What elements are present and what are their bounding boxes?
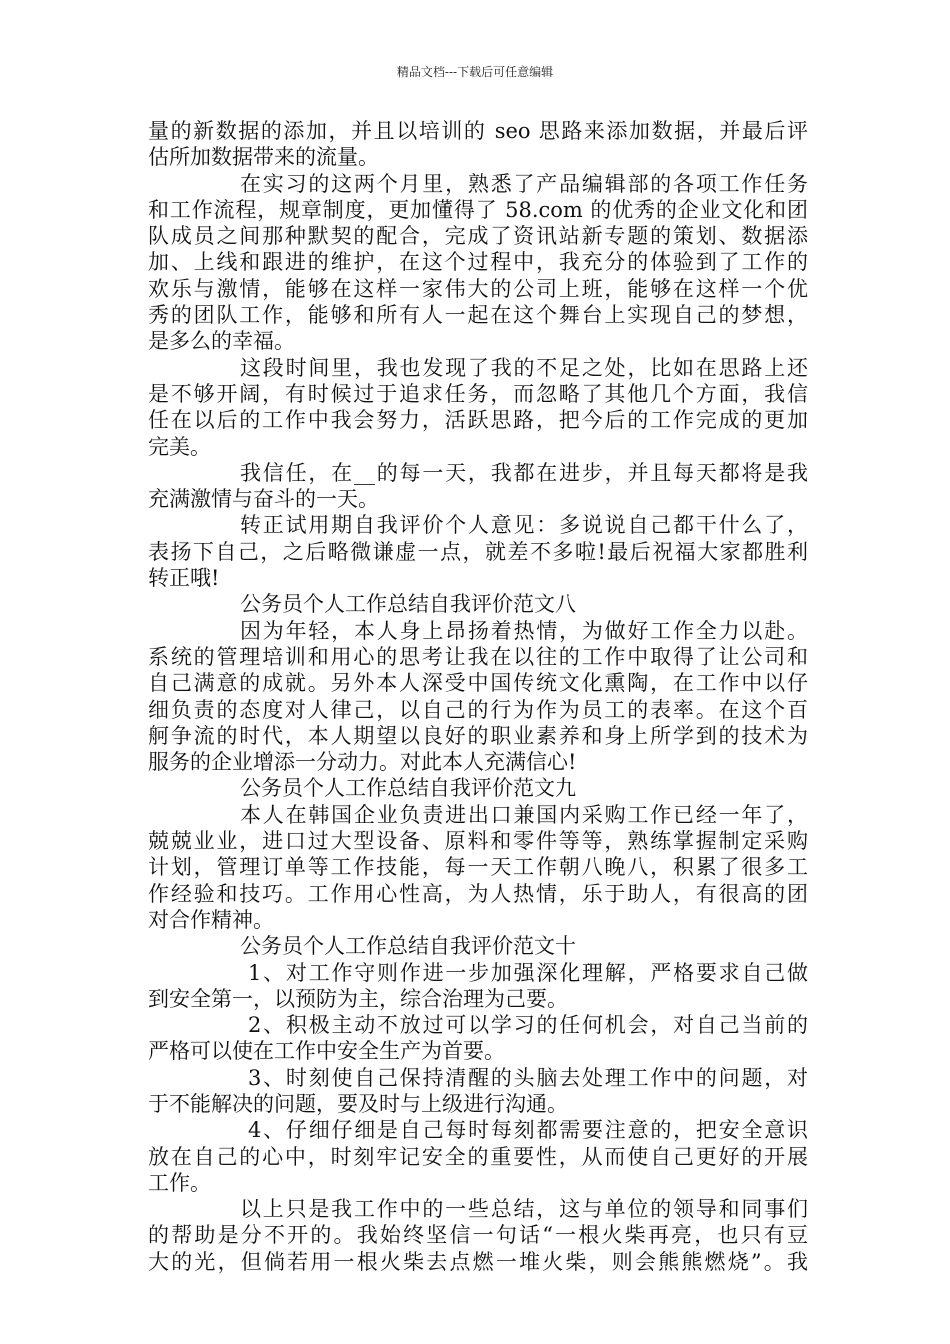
text-line: 欢乐与激情，能够在这样一家伟大的公司上班，能够在这样一个优: [148, 276, 808, 301]
text-line: 以上只是我工作中的一些总结，这与单位的领导和同事们: [240, 1197, 808, 1222]
text-line: 计划，管理订单等工作技能，每一天工作朝八晚八，积累了很多工: [148, 855, 808, 880]
text-line: 于不能解决的问题，要及时与上级进行沟通。: [148, 1091, 568, 1116]
text-line: 完美。: [148, 434, 211, 459]
text-line: 服务的企业增添一分动力。对此本人充满信心!: [148, 750, 577, 775]
text-line: 公务员个人工作总结自我评价范文八: [240, 592, 576, 617]
text-line: 对合作精神。: [148, 907, 274, 932]
text-line: 3、时刻使自己保持清醒的头脑去处理工作中的问题，对: [248, 1065, 808, 1090]
text-line: 转正试用期自我评价个人意见：多说说自己都干什么了，: [240, 513, 808, 538]
text-line: 转正哦!: [148, 566, 220, 591]
text-line: 细负责的态度对人律己，以自己的行为作为员工的表率。在这个百: [148, 697, 808, 722]
text-line: 秀的团队工作，能够和所有人一起在这个舞台上实现自己的梦想，: [148, 303, 808, 328]
text-line: 这段时间里，我也发现了我的不足之处，比如在思路上还: [240, 355, 808, 380]
text-line: 1、对工作守则作进一步加强深化理解，严格要求自己做: [248, 960, 808, 985]
text-line: 因为年轻，本人身上昂扬着热情，为做好工作全力以赴。: [240, 618, 808, 643]
text-line: 自己满意的成就。另外本人深受中国传统文化熏陶，在工作中以仔: [148, 671, 808, 696]
text-line: 量的新数据的添加，并且以培训的 seo 思路来添加数据，并最后评: [148, 119, 808, 143]
text-line: 2、积极主动不放过可以学习的任何机会，对自己当前的: [248, 1013, 808, 1038]
text-line: 我信任，在__的每一天，我都在进步，并且每天都将是我: [240, 460, 808, 485]
text-line: 4、仔细仔细是自己每时每刻都需要注意的，把安全意识: [248, 1118, 808, 1143]
text-line: 表扬下自己，之后略微谦虚一点，就差不多啦!最后祝福大家都胜利: [148, 539, 808, 564]
text-line: 作经验和技巧。工作用心性高，为人热情，乐于助人，有很高的团: [148, 881, 808, 906]
text-line: 到安全第一，以预防为主，综合治理为己要。: [148, 986, 568, 1011]
document-body: [148, 118, 808, 1275]
text-line: 是多么的幸福。: [148, 329, 295, 354]
text-line: 和工作流程，规章制度，更加懂得了 58.com 的优秀的企业文化和团: [148, 197, 808, 222]
text-line: 放在自己的心中，时刻牢记安全的重要性，从而使自己更好的开展: [148, 1144, 808, 1169]
text-line: 充满激情与奋斗的一天。: [148, 487, 379, 512]
text-line: 公务员个人工作总结自我评价范文九: [240, 776, 576, 801]
text-line: 工作。: [148, 1170, 211, 1195]
text-line: 在实习的这两个月里，熟悉了产品编辑部的各项工作任务: [240, 171, 808, 196]
text-line: 的帮助是分不开的。我始终坚信一句话“一根火柴再亮，也只有豆: [148, 1223, 808, 1248]
text-line: 舸争流的时代，本人期望以良好的职业素养和身上所学到的技术为: [148, 723, 808, 748]
text-line: 严格可以使在工作中安全生产为首要。: [148, 1039, 505, 1064]
text-line: 本人在韩国企业负责进出口兼国内采购工作已经一年了，: [240, 802, 808, 827]
text-line: 估所加数据带来的流量。: [148, 145, 379, 170]
page-header: 精品文档---下载后可任意编辑: [396, 65, 554, 79]
text-line: 大的光，但倘若用一根火柴去点燃一堆火柴，则会熊熊燃烧”。我: [148, 1249, 808, 1274]
text-line: 任在以后的工作中我会努力，活跃思路，把今后的工作完成的更加: [148, 408, 808, 433]
text-line: 兢兢业业，进口过大型设备、原料和零件等等，熟练掌握制定采购: [148, 829, 808, 854]
text-line: 加、上线和跟进的维护，在这个过程中，我充分的体验到了工作的: [148, 250, 808, 275]
text-line: 公务员个人工作总结自我评价范文十: [240, 934, 576, 959]
text-line: 是不够开阔，有时候过于追求任务，而忽略了其他几个方面，我信: [148, 381, 808, 406]
text-line: 系统的管理培训和用心的思考让我在以往的工作中取得了让公司和: [148, 644, 808, 669]
text-line: 队成员之间那种默契的配合，完成了资讯站新专题的策划、数据添: [148, 224, 808, 249]
